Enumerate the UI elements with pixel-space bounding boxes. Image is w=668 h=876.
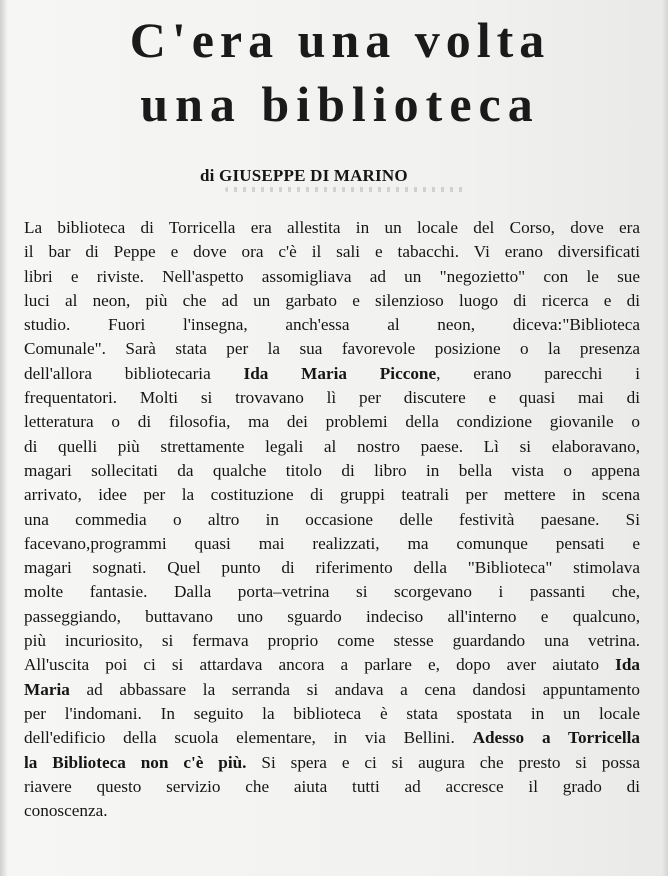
- print-smudge: [225, 187, 465, 192]
- article-line: [24, 702, 640, 726]
- text-run: facevano,programmi quasi mai realizzati, ma comunque pensati e: [24, 533, 640, 553]
- text-run: arrivato, idee per la costituzione di gruppi teatrali per mettere in scena: [24, 485, 640, 505]
- article-byline: di GIUSEPPE DI MARINO: [200, 166, 408, 185]
- text-run: frequentatori. Molti si trovavano lì per discutere e quasi mai di: [24, 388, 640, 408]
- article-line: [24, 240, 640, 264]
- text-run: Si spera e ci si augura che presto si possa: [246, 752, 640, 772]
- text-run: riavere questo servizio che aiuta tutti ad accresce il grado di: [24, 776, 640, 796]
- article-line: [24, 508, 640, 532]
- article-line: [24, 410, 640, 434]
- article-line: [24, 726, 640, 750]
- text-run: studio. Fuori l'insegna, anch'essa al neon, diceva:"Biblioteca: [24, 315, 640, 335]
- text-run: ad abbassare la serranda si andava a cena dandosi appuntamento: [69, 679, 640, 699]
- text-run: luci al neon, più che ad un garbato e silenzioso luogo di ricerca e di: [24, 290, 640, 310]
- bold-text: Maria: [24, 679, 70, 699]
- article-line: [24, 265, 640, 289]
- article-line: [24, 386, 640, 410]
- text-run: Comunale". Sarà stata per la sua favorevole posizione o la presenza: [24, 339, 640, 359]
- page-left-shadow: [0, 0, 8, 876]
- article-line: [24, 775, 640, 799]
- text-run: dell'allora bibliotecaria: [24, 363, 244, 383]
- text-run: molte fantasie. Dalla porta–vetrina si scorgevano i passanti che,: [24, 582, 640, 602]
- article-title-line-2: una biblioteca: [140, 76, 540, 132]
- text-run: La biblioteca di Torricella era allestita in un locale del Corso, dove era: [24, 218, 640, 237]
- article-line: [24, 653, 640, 677]
- article-line: [24, 532, 640, 556]
- text-run: per l'indomani. In seguito la biblioteca è stata spostata in un locale: [24, 703, 640, 723]
- text-run: magari sollecitati da qualche titolo di libro in bella vista o appena: [24, 460, 640, 480]
- text-run: letteratura o di filosofia, ma dei problemi della condizione giovanile o: [24, 412, 640, 432]
- article-title-line-1: C'era una volta: [129, 12, 551, 68]
- article-line: [24, 556, 640, 580]
- article-line: [24, 678, 640, 702]
- text-run: libri e riviste. Nell'aspetto assomigliava ad un "negozietto" con le sue: [24, 266, 640, 286]
- bold-text: Adesso a Torricella: [472, 728, 640, 748]
- text-run: una commedia o altro in occasione delle festività paesane. Si: [24, 509, 640, 529]
- text-run: il bar di Peppe e dove ora c'è il sali e tabacchi. Vi erano diversificati: [24, 242, 640, 262]
- article-line: [24, 629, 640, 653]
- page-right-shadow: [662, 0, 668, 876]
- article-body: [24, 216, 640, 823]
- text-run: magari sognati. Quel punto di riferimento della "Biblioteca" stimolava: [24, 558, 640, 578]
- article-line: [24, 459, 640, 483]
- bold-text: la Biblioteca non c'è più.: [24, 752, 247, 772]
- article-line: [24, 289, 640, 313]
- bold-text: Ida: [615, 655, 640, 675]
- text-run: conoscenza.: [24, 801, 108, 821]
- article-line: [24, 483, 640, 507]
- article-line: [24, 435, 640, 459]
- text-run: passeggiando, buttavano uno sguardo indeciso all'interno e qualcuno,: [24, 606, 640, 626]
- article-line: [24, 799, 640, 823]
- text-run: di quelli più strettamente legali al nostro paese. Lì si elaboravano,: [24, 436, 640, 456]
- article-line: [24, 580, 640, 604]
- text-run: All'uscita poi ci si attardava ancora a parlare e, dopo aver aiutato: [24, 655, 616, 675]
- text-run: , erano parecchi i: [436, 363, 640, 383]
- bold-text: Ida Maria Piccone: [243, 363, 437, 383]
- article-line: [24, 605, 640, 629]
- article-line: [24, 362, 640, 386]
- article-line: [24, 337, 640, 361]
- article-line: [24, 216, 640, 240]
- text-run: dell'edificio della scuola elementare, in via Bellini.: [24, 728, 473, 748]
- article-line: [24, 751, 640, 775]
- article-line: [24, 313, 640, 337]
- text-run: più incuriosito, si fermava proprio come stesse guardando una vetrina.: [24, 631, 640, 651]
